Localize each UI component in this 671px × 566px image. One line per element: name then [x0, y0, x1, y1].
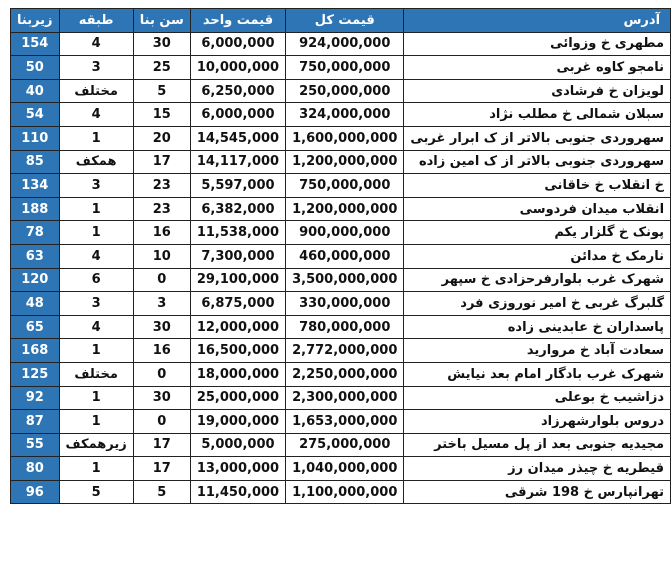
cell-floor: 4 [59, 244, 133, 268]
cell-age: 0 [133, 410, 190, 434]
cell-address: خ انقلاب خ خاقانی [404, 174, 671, 198]
table-row [11, 103, 671, 127]
cell-age: 30 [133, 386, 190, 410]
cell-unit-price: 6,250,000 [190, 79, 285, 103]
table-row [11, 244, 671, 268]
table-body [11, 32, 671, 504]
cell-unit-price: 6,000,000 [190, 32, 285, 56]
listing-table [10, 8, 671, 504]
cell-total-price: 330,000,000 [286, 292, 404, 316]
cell-unit-price: 11,538,000 [190, 221, 285, 245]
table-row [11, 79, 671, 103]
table-row [11, 480, 671, 504]
cell-total-price: 1,200,000,000 [286, 197, 404, 221]
table-row [11, 433, 671, 457]
cell-unit-price: 14,545,000 [190, 126, 285, 150]
table-row [11, 457, 671, 481]
cell-floor: 1 [59, 410, 133, 434]
cell-unit-price: 11,450,000 [190, 480, 285, 504]
cell-age: 0 [133, 268, 190, 292]
cell-address: قیطریه خ چیذر میدان رز [404, 457, 671, 481]
cell-address: تهرانپارس خ 198 شرقی [404, 480, 671, 504]
cell-age: 0 [133, 362, 190, 386]
cell-age: 23 [133, 197, 190, 221]
cell-age: 16 [133, 339, 190, 363]
cell-area: 48 [11, 292, 60, 316]
cell-unit-price: 10,000,000 [190, 56, 285, 80]
table-row [11, 362, 671, 386]
cell-address: پونک خ گلزار یکم [404, 221, 671, 245]
header-row [11, 9, 671, 33]
cell-total-price: 780,000,000 [286, 315, 404, 339]
cell-total-price: 1,653,000,000 [286, 410, 404, 434]
table-row [11, 386, 671, 410]
cell-age: 16 [133, 221, 190, 245]
cell-area: 63 [11, 244, 60, 268]
listing-table-container [10, 8, 671, 504]
cell-age: 23 [133, 174, 190, 198]
cell-area: 40 [11, 79, 60, 103]
cell-total-price: 250,000,000 [286, 79, 404, 103]
cell-total-price: 1,600,000,000 [286, 126, 404, 150]
cell-floor: 1 [59, 457, 133, 481]
cell-area: 154 [11, 32, 60, 56]
cell-floor: 1 [59, 386, 133, 410]
cell-age: 30 [133, 32, 190, 56]
cell-area: 92 [11, 386, 60, 410]
cell-floor: 1 [59, 197, 133, 221]
cell-address: گلبرگ غربی خ امیر نوروزی فرد [404, 292, 671, 316]
cell-area: 85 [11, 150, 60, 174]
cell-address: مطهری خ وزوائی [404, 32, 671, 56]
table-row [11, 126, 671, 150]
table-row [11, 221, 671, 245]
cell-address: نارمک خ مدائن [404, 244, 671, 268]
cell-unit-price: 14,117,000 [190, 150, 285, 174]
cell-total-price: 1,040,000,000 [286, 457, 404, 481]
cell-total-price: 2,300,000,000 [286, 386, 404, 410]
table-row [11, 56, 671, 80]
cell-floor: همکف [59, 150, 133, 174]
cell-total-price: 460,000,000 [286, 244, 404, 268]
cell-age: 3 [133, 292, 190, 316]
table-row [11, 150, 671, 174]
cell-total-price: 275,000,000 [286, 433, 404, 457]
cell-area: 168 [11, 339, 60, 363]
cell-address: سعادت آباد خ مروارید [404, 339, 671, 363]
cell-floor: 1 [59, 339, 133, 363]
cell-floor: 4 [59, 32, 133, 56]
cell-unit-price: 5,597,000 [190, 174, 285, 198]
table-row [11, 339, 671, 363]
cell-area: 125 [11, 362, 60, 386]
cell-address: سبلان شمالی خ مطلب نژاد [404, 103, 671, 127]
cell-total-price: 3,500,000,000 [286, 268, 404, 292]
cell-total-price: 750,000,000 [286, 56, 404, 80]
cell-unit-price: 18,000,000 [190, 362, 285, 386]
cell-address: سهروردی جنوبی بالاتر از ک امین زاده [404, 150, 671, 174]
cell-unit-price: 12,000,000 [190, 315, 285, 339]
cell-address: مجیدیه جنوبی بعد از پل مسیل باختر [404, 433, 671, 457]
cell-area: 188 [11, 197, 60, 221]
cell-age: 15 [133, 103, 190, 127]
cell-unit-price: 19,000,000 [190, 410, 285, 434]
cell-unit-price: 5,000,000 [190, 433, 285, 457]
cell-total-price: 1,100,000,000 [286, 480, 404, 504]
cell-address: نامجو کاوه غربی [404, 56, 671, 80]
cell-address: سهروردی جنوبی بالاتر از ک ابرار غربی [404, 126, 671, 150]
column-header-total-price: قیمت کل [286, 9, 404, 33]
table-row [11, 410, 671, 434]
cell-unit-price: 6,382,000 [190, 197, 285, 221]
cell-total-price: 924,000,000 [286, 32, 404, 56]
cell-floor: زیرهمکف [59, 433, 133, 457]
cell-area: 134 [11, 174, 60, 198]
table-row [11, 32, 671, 56]
cell-address: پاسداران خ عابدینی زاده [404, 315, 671, 339]
cell-age: 17 [133, 457, 190, 481]
cell-floor: 6 [59, 268, 133, 292]
column-header-unit-price: قیمت واحد [190, 9, 285, 33]
column-header-age: سن بنا [133, 9, 190, 33]
cell-age: 20 [133, 126, 190, 150]
cell-area: 55 [11, 433, 60, 457]
cell-floor: 4 [59, 315, 133, 339]
cell-unit-price: 25,000,000 [190, 386, 285, 410]
cell-age: 5 [133, 480, 190, 504]
cell-unit-price: 16,500,000 [190, 339, 285, 363]
cell-age: 10 [133, 244, 190, 268]
table-row [11, 292, 671, 316]
cell-area: 65 [11, 315, 60, 339]
cell-floor: 3 [59, 174, 133, 198]
column-header-address: آدرس [404, 9, 671, 33]
cell-unit-price: 13,000,000 [190, 457, 285, 481]
cell-age: 25 [133, 56, 190, 80]
table-row [11, 174, 671, 198]
cell-floor: 4 [59, 103, 133, 127]
cell-area: 50 [11, 56, 60, 80]
cell-total-price: 750,000,000 [286, 174, 404, 198]
cell-floor: 1 [59, 126, 133, 150]
cell-floor: 3 [59, 56, 133, 80]
column-header-floor: طبقه [59, 9, 133, 33]
cell-address: لویزان خ فرشادی [404, 79, 671, 103]
cell-address: انقلاب میدان فردوسی [404, 197, 671, 221]
cell-total-price: 2,772,000,000 [286, 339, 404, 363]
cell-floor: 5 [59, 480, 133, 504]
cell-area: 96 [11, 480, 60, 504]
cell-age: 17 [133, 150, 190, 174]
cell-address: دروس بلوارشهرزاد [404, 410, 671, 434]
cell-floor: مختلف [59, 362, 133, 386]
cell-age: 17 [133, 433, 190, 457]
table-row [11, 315, 671, 339]
cell-unit-price: 6,000,000 [190, 103, 285, 127]
cell-total-price: 1,200,000,000 [286, 150, 404, 174]
cell-address: دزاشیب خ بوعلی [404, 386, 671, 410]
cell-total-price: 2,250,000,000 [286, 362, 404, 386]
cell-age: 30 [133, 315, 190, 339]
cell-unit-price: 6,875,000 [190, 292, 285, 316]
cell-area: 87 [11, 410, 60, 434]
cell-age: 5 [133, 79, 190, 103]
cell-area: 120 [11, 268, 60, 292]
cell-area: 78 [11, 221, 60, 245]
cell-total-price: 900,000,000 [286, 221, 404, 245]
table-row [11, 197, 671, 221]
cell-area: 54 [11, 103, 60, 127]
table-row [11, 268, 671, 292]
cell-address: شهرک غرب بادگار امام بعد نیایش [404, 362, 671, 386]
cell-area: 110 [11, 126, 60, 150]
cell-area: 80 [11, 457, 60, 481]
cell-floor: مختلف [59, 79, 133, 103]
cell-address: شهرک غرب بلوارفرحزادی خ سپهر [404, 268, 671, 292]
cell-floor: 1 [59, 221, 133, 245]
cell-unit-price: 29,100,000 [190, 268, 285, 292]
cell-floor: 3 [59, 292, 133, 316]
cell-total-price: 324,000,000 [286, 103, 404, 127]
column-header-area: زیربنا [11, 9, 60, 33]
cell-unit-price: 7,300,000 [190, 244, 285, 268]
